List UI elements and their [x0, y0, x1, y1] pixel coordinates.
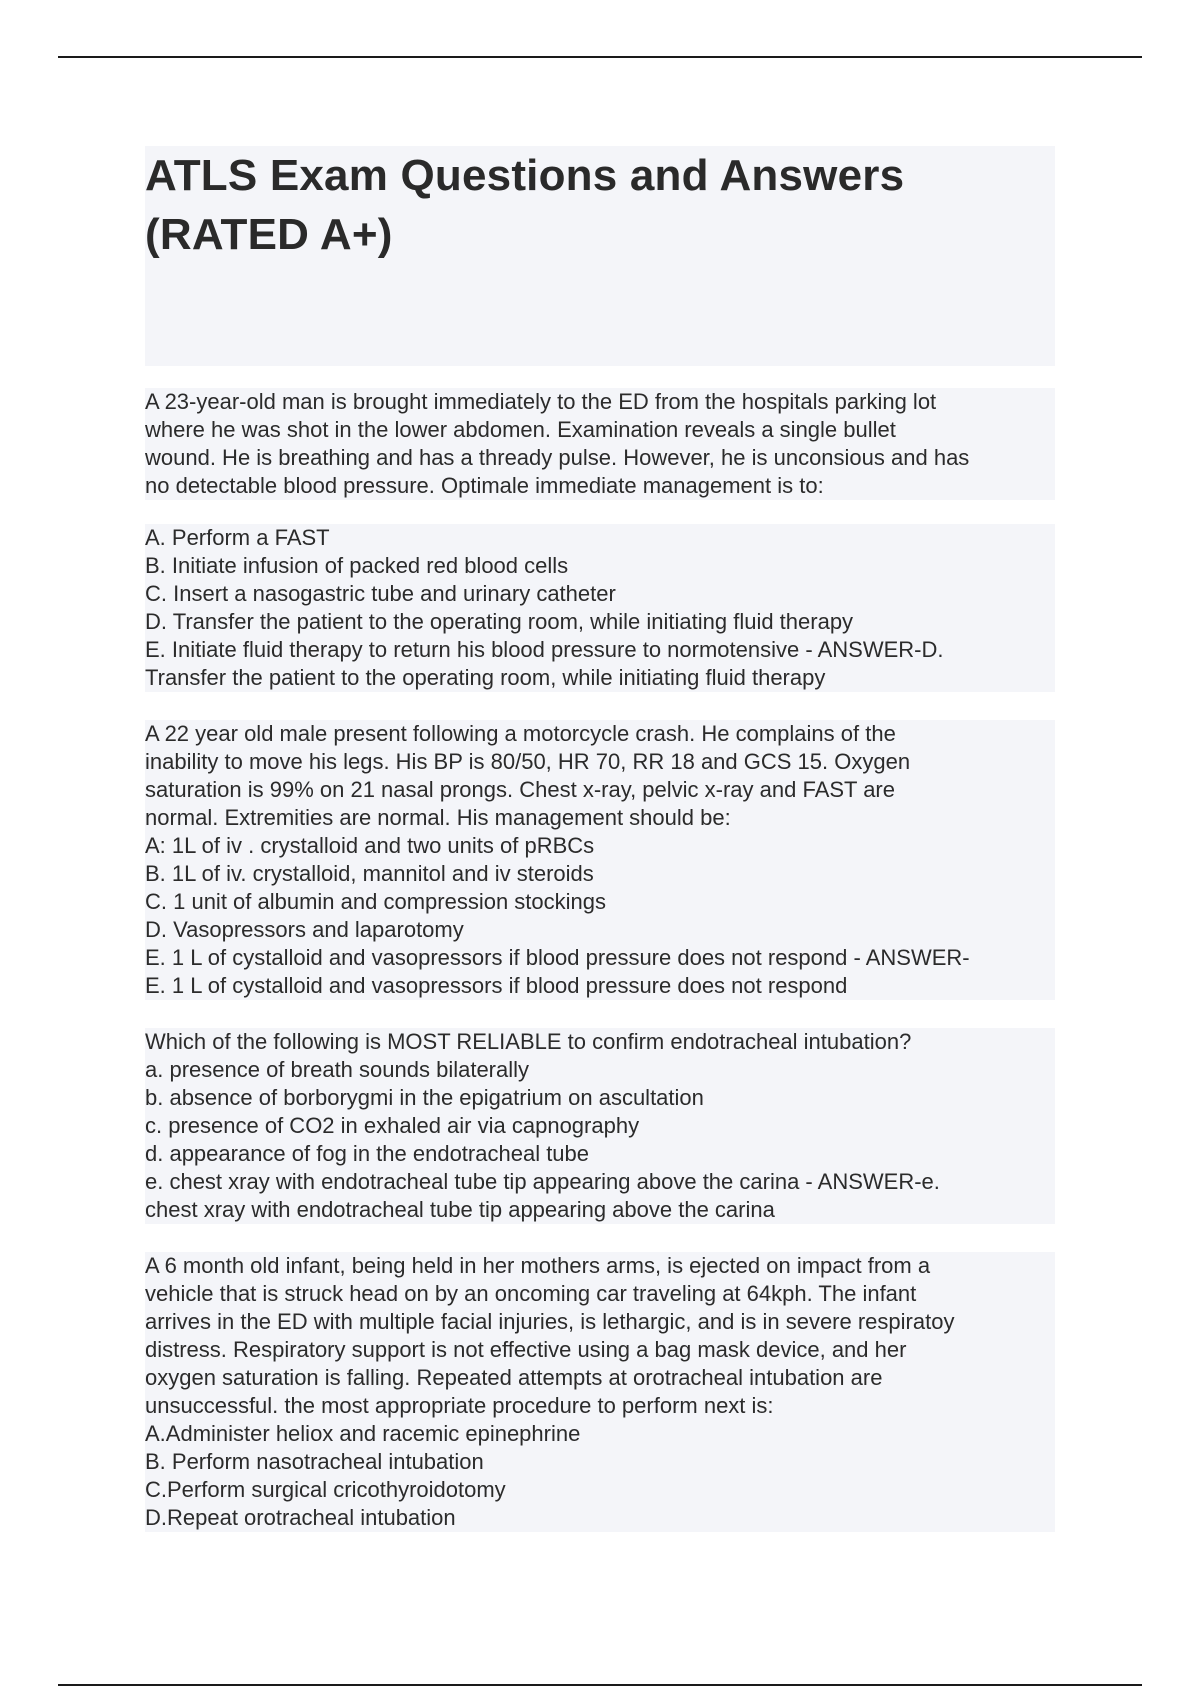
question-4-line: distress. Respiratory support is not effective using a bag mask device, and her [145, 1336, 1055, 1364]
question-4 [145, 1252, 1055, 1532]
question-3-option-answer: e. chest xray with endotracheal tube tip appearing above the carina - ANSWER-e. [145, 1168, 1055, 1196]
title-line-1: ATLS Exam Questions and Answers [145, 151, 905, 200]
question-4-line: oxygen saturation is falling. Repeated attempts at orotracheal intubation are [145, 1364, 1055, 1392]
question-3-option: a. presence of breath sounds bilaterally [145, 1056, 1055, 1084]
question-3-answer: chest xray with endotracheal tube tip appearing above the carina [145, 1196, 1055, 1224]
question-2 [145, 720, 1055, 1000]
title-block [145, 146, 1055, 366]
question-4-line: vehicle that is struck head on by an oncoming car traveling at 64kph. The infant [145, 1280, 1055, 1308]
bottom-rule [58, 1684, 1142, 1686]
title-line-2: (RATED A+) [145, 210, 393, 259]
question-4-line: arrives in the ED with multiple facial injuries, is lethargic, and is in severe respiratoy [145, 1308, 1055, 1336]
question-4-line: unsuccessful. the most appropriate procedure to perform next is: [145, 1392, 1055, 1420]
question-2-line: inability to move his legs. His BP is 80/50, HR 70, RR 18 and GCS 15. Oxygen [145, 748, 1055, 776]
question-1-answer: Transfer the patient to the operating room, while initiating fluid therapy [145, 664, 1055, 692]
page-content [145, 146, 1055, 1532]
question-1 [145, 388, 1055, 500]
question-2-option: D. Vasopressors and laparotomy [145, 916, 1055, 944]
question-1-option: D. Transfer the patient to the operating room, while initiating fluid therapy [145, 608, 1055, 636]
question-3-option: c. presence of CO2 in exhaled air via capnography [145, 1112, 1055, 1140]
question-3 [145, 1028, 1055, 1224]
question-1-stem-line: A 23-year-old man is brought immediately to the ED from the hospitals parking lot [145, 388, 1055, 416]
question-2-line: normal. Extremities are normal. His management should be: [145, 804, 1055, 832]
question-2-option: C. 1 unit of albumin and compression stockings [145, 888, 1055, 916]
question-1-stem-line: wound. He is breathing and has a thready pulse. However, he is unconsious and has [145, 444, 1055, 472]
question-3-line: Which of the following is MOST RELIABLE to confirm endotracheal intubation? [145, 1028, 1055, 1056]
question-4-line: A 6 month old infant, being held in her mothers arms, is ejected on impact from a [145, 1252, 1055, 1280]
question-4-option: C.Perform surgical cricothyroidotomy [145, 1476, 1055, 1504]
question-1-stem-line: no detectable blood pressure. Optimale immediate management is to: [145, 472, 1055, 500]
question-1-option: A. Perform a FAST [145, 524, 1055, 552]
question-2-option-answer: E. 1 L of cystalloid and vasopressors if blood pressure does not respond - ANSWER- [145, 944, 1055, 972]
question-4-option: A.Administer heliox and racemic epinephrine [145, 1420, 1055, 1448]
question-4-option: D.Repeat orotracheal intubation [145, 1504, 1055, 1532]
question-2-line: A 22 year old male present following a motorcycle crash. He complains of the [145, 720, 1055, 748]
question-1-options [145, 524, 1055, 692]
question-3-option: d. appearance of fog in the endotracheal tube [145, 1140, 1055, 1168]
question-1-stem-line: where he was shot in the lower abdomen. Examination reveals a single bullet [145, 416, 1055, 444]
question-1-option: C. Insert a nasogastric tube and urinary catheter [145, 580, 1055, 608]
question-3-option: b. absence of borborygmi in the epigatrium on ascultation [145, 1084, 1055, 1112]
question-1-option-answer: E. Initiate fluid therapy to return his blood pressure to normotensive - ANSWER-D. [145, 636, 1055, 664]
question-4-option: B. Perform nasotracheal intubation [145, 1448, 1055, 1476]
question-2-option: B. 1L of iv. crystalloid, mannitol and iv steroids [145, 860, 1055, 888]
question-2-answer: E. 1 L of cystalloid and vasopressors if blood pressure does not respond [145, 972, 1055, 1000]
document-title [145, 146, 1055, 264]
question-2-option: A: 1L of iv . crystalloid and two units of pRBCs [145, 832, 1055, 860]
top-rule [58, 56, 1142, 58]
question-2-line: saturation is 99% on 21 nasal prongs. Chest x-ray, pelvic x-ray and FAST are [145, 776, 1055, 804]
question-1-option: B. Initiate infusion of packed red blood cells [145, 552, 1055, 580]
